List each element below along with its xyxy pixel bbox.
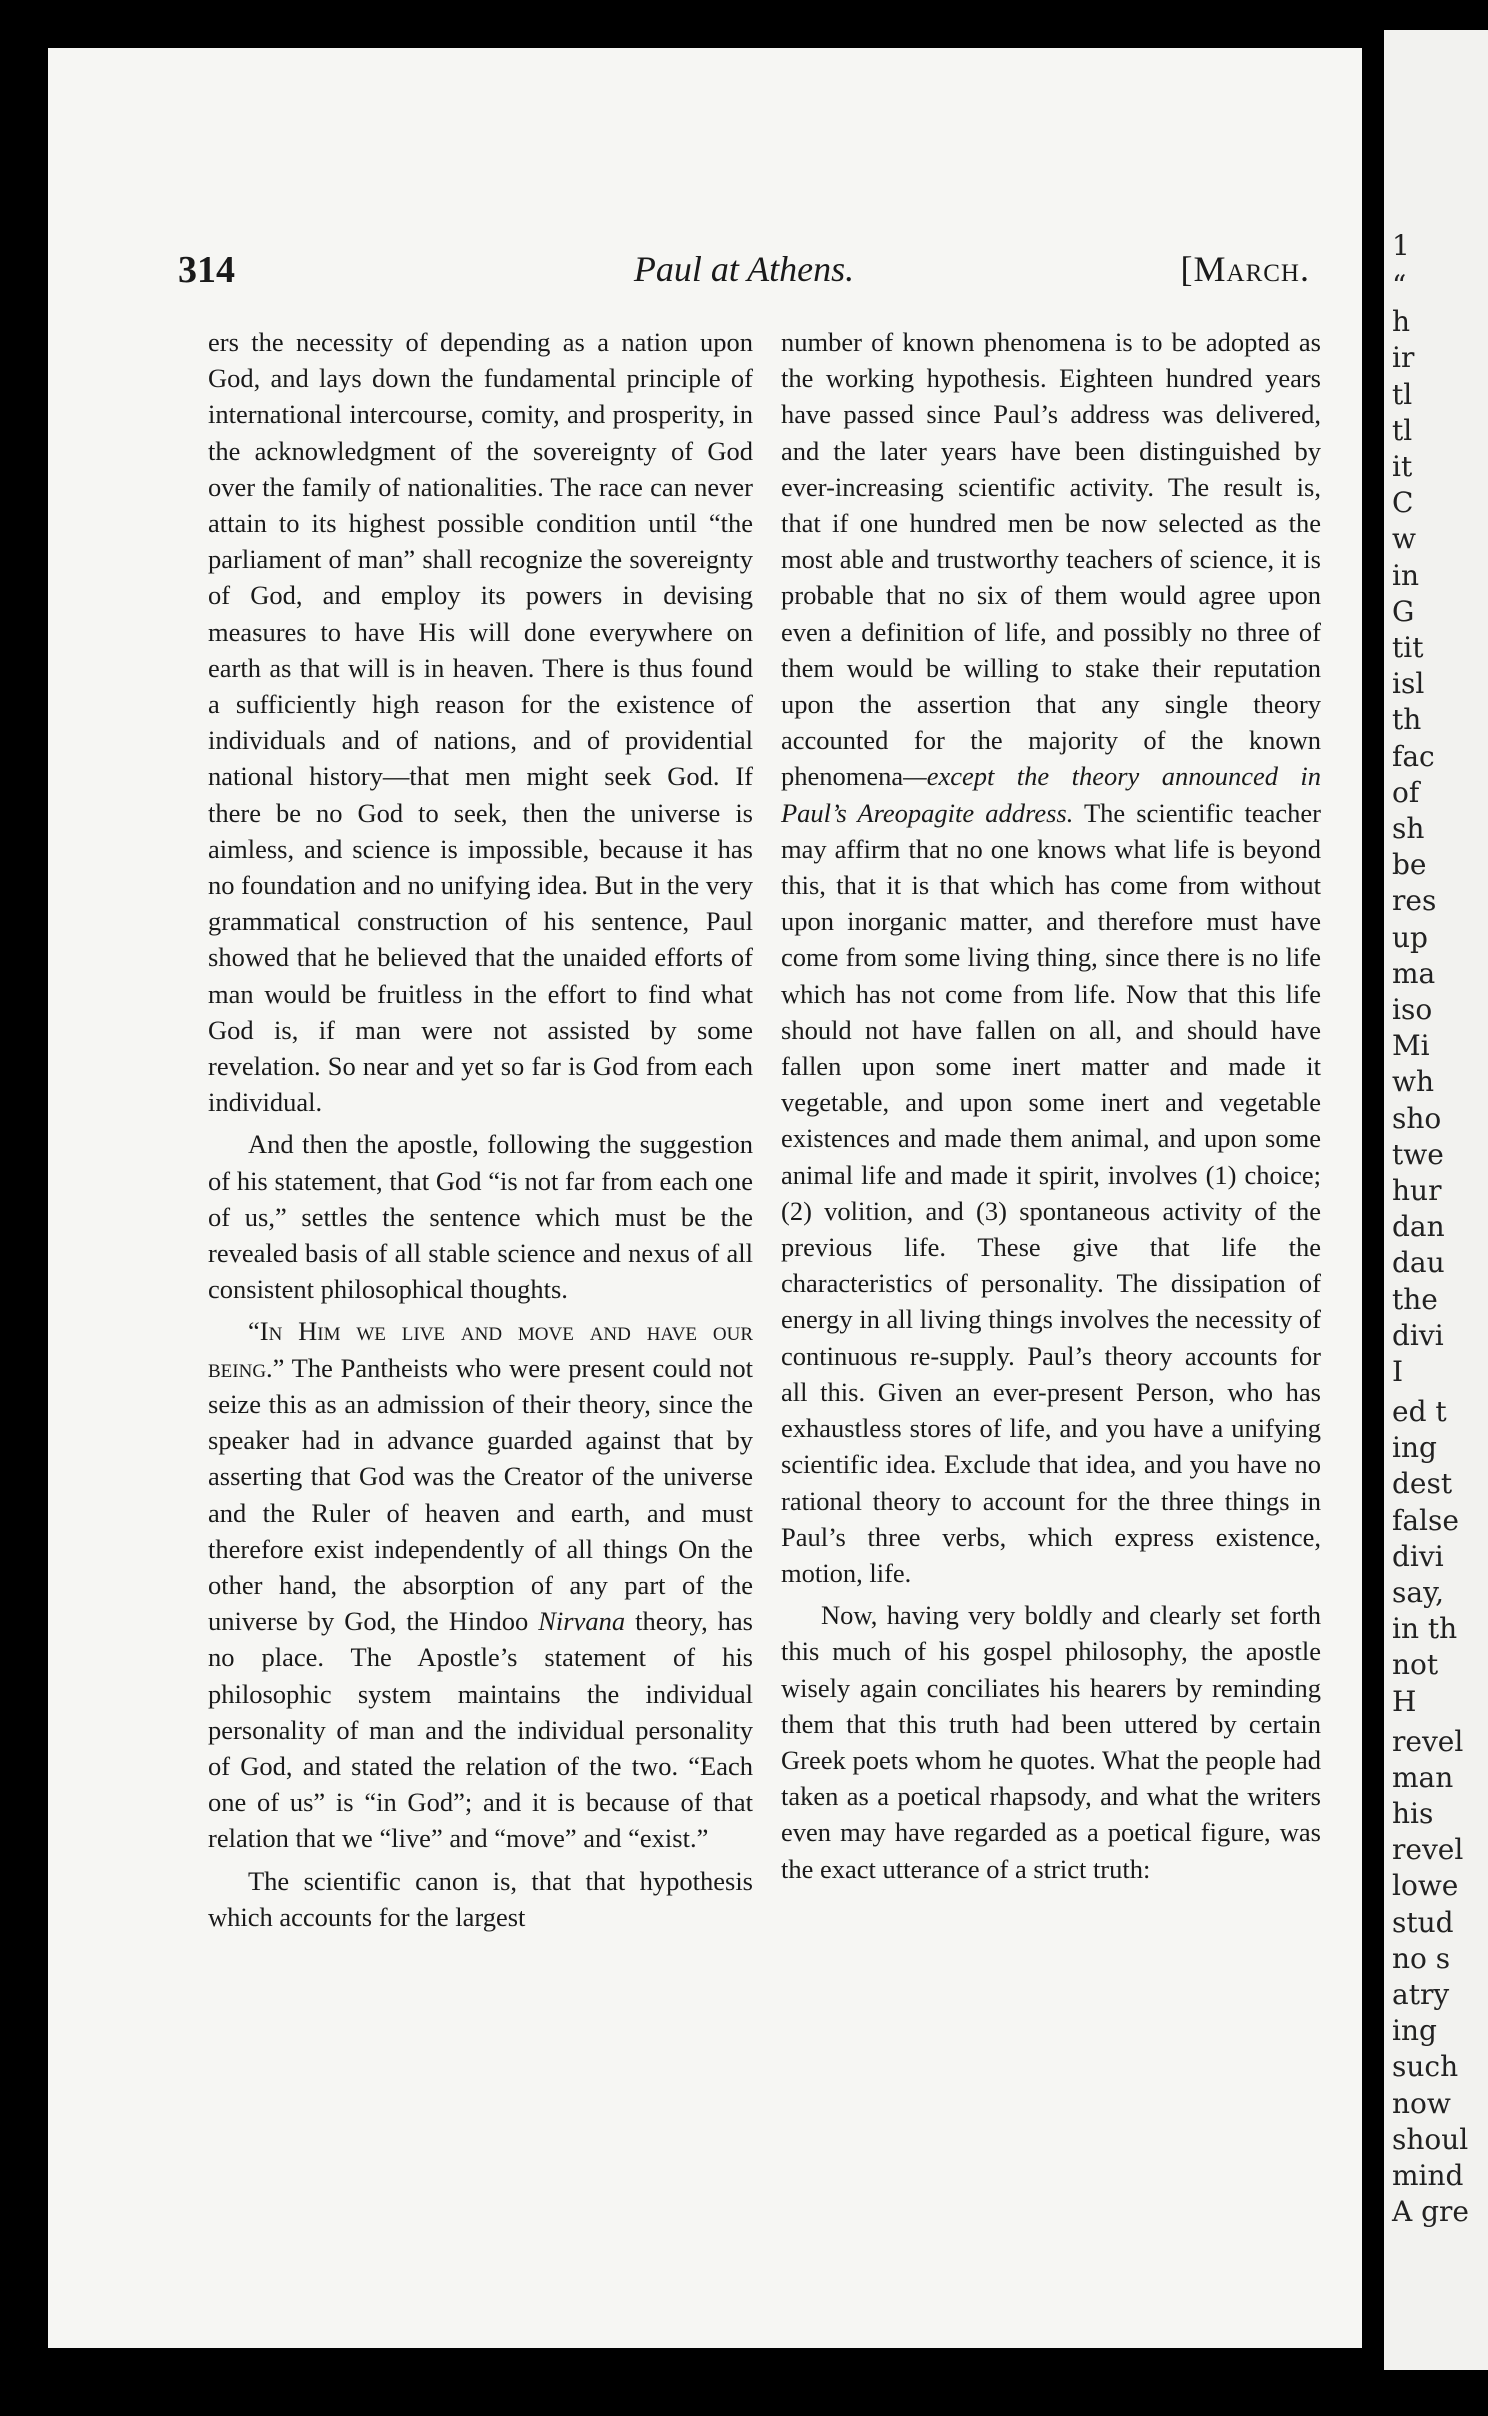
next-page-fragment: up [1392,920,1428,954]
next-page-fragment: now [1392,2086,1451,2120]
next-page-fragment: false [1392,1503,1459,1537]
next-page-fragment: not [1392,1648,1439,1682]
next-page-fragment: isl [1392,667,1425,701]
next-page-fragment: C [1392,486,1414,520]
next-page-fragment: no s [1392,1941,1451,1975]
next-page-fragment: fac [1392,739,1435,773]
text-run: number of known phenomena is to be adopted as the working hypothesis. Eighteen hundred years have passed since Paul’s address was delivered, and the later years have been distinguished by ever-increasing scientific activity. The result is, that if one hundred men be now selected as the most able and trustworthy teachers of science, it is probable that no six of them would agree upon even a definition of life, and possibly no three of them would be willing to stake their reputation upon the assertion that any single theory accounted for the majority of the known phenomena [781,327,1321,792]
next-page-fragment: w [1392,522,1416,556]
next-page-fragment: lowe [1392,1869,1459,1903]
next-page-fragment: H [1392,1684,1417,1718]
book-page [48,48,1362,2348]
paragraph [781,324,1321,1591]
next-page-fragment: hur [1392,1174,1442,1207]
next-page-fragment: dan [1392,1210,1445,1244]
next-page-fragment: it [1392,450,1413,483]
next-page-fragment: G [1392,594,1415,628]
text-run: The Pantheists who were present could not seize this as an admission of their theory, since the speaker had in advance guarded against that by asserting that God was the Creator of the universe and the Ruler of heaven and earth, and must therefore exist independently of all things On the other hand, the absorption of any part of the universe by God, the Hindoo [208,1352,753,1637]
next-page-fragment: divi [1392,1318,1444,1352]
next-page-fragment: th [1392,703,1422,737]
next-page-fragment: iso [1392,993,1433,1026]
paragraph [208,1313,753,1856]
next-page-fragment: tl [1392,413,1413,447]
next-page-fragment: Mi [1392,1029,1430,1063]
next-page-fragment: 1 [1392,229,1410,262]
next-page-fragment: shoul [1392,2122,1469,2156]
running-head [178,248,1310,298]
next-page-fragment: in th [1392,1612,1458,1646]
next-page-fragment: wh [1392,1065,1434,1099]
italic-term: Nirvana [538,1606,626,1637]
next-page-fragment: the [1392,1282,1438,1316]
next-page-fragment: man [1392,1760,1454,1794]
paragraph: ers the necessity of depending as a nation upon God, and lays down the fundamental principle of international intercourse, comity, and prosperity, in the acknowledgment of the sovereignty of God over the family of nationalities. The race can never attain to its highest possible condition until “the parliament of man” shall recognize the sovereignty of God, and employ its powers in devising measures to have His will done everywhere on earth as that will is in heaven. There is thus found a sufficiently high reason for the existence of individuals and of nations, and of providential national history—that men might seek God. If there be no God to seek, then the universe is aimless, and science is impossible, because it has no foundation and no unifying idea. But in the very grammatical construction of his sentence, Paul showed that he believed that the unaided efforts of man would be fruitless in the effort to find what God is, if man were not assisted by some revelation. So near and yet so far is God from each individual. [208,327,753,1118]
next-page-fragment: A gre [1392,2195,1469,2229]
paragraph: And then the apostle, following the suggestion of his statement, that God “is not far from each one of us,” settles the sentence which must be the revealed basis of all stable science and nexus of all consistent philosophical thoughts. [208,1129,753,1305]
next-page-fragment: revel [1392,1724,1464,1758]
next-page-fragment: h [1392,305,1411,339]
next-page-fragment: revel [1392,1833,1464,1867]
next-page-fragment: his [1392,1797,1434,1830]
next-page-fragment: “ [1392,269,1407,302]
text-run: theory, has no place. The Apostle’s statement of his philosophic system maintains the individual personality of man and the individual personality of God, and stated the relation of the two. “Each one of us” is “in God”; and it is because of that relation that we “live” and “move” and “exist.” [208,1606,753,1854]
next-page-fragment: divi [1392,1539,1444,1573]
next-page-fragment: atry [1392,1978,1450,2011]
left-column [208,324,753,1935]
quote-smallcaps: “In Him we live and move and have our being.” [208,1316,753,1383]
next-page-fragment: mind [1392,2159,1464,2192]
next-page-fragment: ed t [1392,1395,1447,1428]
next-page-fragment: stud [1392,1905,1454,1939]
next-page-fragment: sho [1392,1101,1442,1135]
running-month: [March. [1180,249,1310,289]
next-page-fragment: ing [1392,2014,1437,2048]
text-run: The scientific teacher may affirm that no one knows what life is beyond this, that it is that which has come from without upon inorganic matter, and therefore must have come from some living thing, since there is no life which has not come from life. Now that this life should not have fallen on all, and should have fallen upon some inert matter and made it vegetable, and upon some inert and vegetable existences and made them animal, and upon some animal life and made it spirit, involves (1) choice; (2) volition, and (3) spontaneous activity of the previous life. These give that life the characteristics of personality. The dissipation of energy in all living things involves the necessity of continuous re-supply. Paul’s theory accounts for all this. Given an ever-present Person, who has exhaustless stores of life, and you have a unifying scientific idea. Exclude that idea, and you have no rational theory to account for the three things in Paul’s three verbs, which express existence, motion, life. [781,797,1321,1588]
next-page-fragment: tl [1392,377,1413,411]
next-page-fragment: ir [1392,341,1415,375]
paragraph: The scientific canon is, that that hypothesis which accounts for the largest [208,1865,753,1932]
next-page-fragment: in [1392,558,1419,592]
next-page-fragment: be [1392,848,1427,882]
next-page-fragment: dest [1392,1467,1453,1501]
next-page-fragment: such [1392,2050,1459,2084]
running-title: Paul at Athens. [633,249,855,289]
next-page-fragment: ma [1392,956,1436,990]
next-page-edge [1384,30,1488,2370]
next-page-fragment: sh [1392,812,1425,845]
paragraph: Now, having very boldly and clearly set forth this much of his gospel philosophy, the apostle wisely again conciliates his hearers by reminding them that this truth had been uttered by certain Greek poets whom he quotes. What the people had taken as a poetical rhapsody, and what the writers even may have regarded as a poetical figure, was the exact utterance of a strict truth: [781,1600,1321,1884]
next-page-fragment: I [1392,1355,1404,1388]
italic-phrase: —except the theory announced in Paul’s Areopagite address. [781,761,1321,828]
next-page-fragment: ing [1392,1431,1437,1465]
right-column [781,324,1321,1887]
next-page-fragment: of [1392,775,1420,809]
next-page-fragment: res [1392,884,1437,918]
next-page-fragment: dau [1392,1246,1445,1280]
next-page-fragment: say, [1392,1576,1445,1609]
next-page-fragment: tit [1392,631,1424,664]
page-number: 314 [178,249,235,291]
next-page-fragment: twe [1392,1137,1444,1171]
